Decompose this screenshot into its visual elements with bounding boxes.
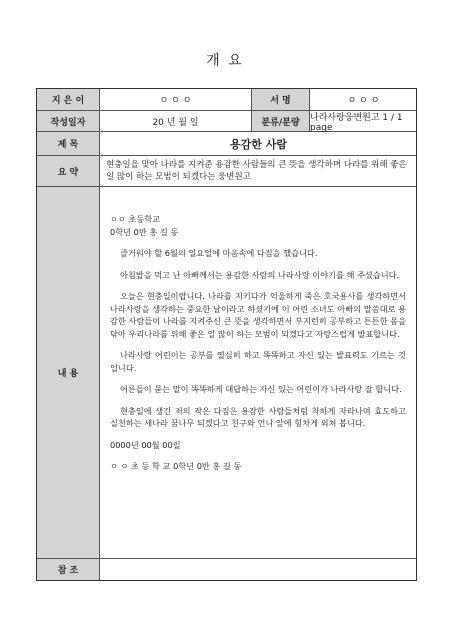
paragraph-3: 오늘은 현충일이랍니다. 나라를 지키다가 억울하게 죽은 호국용사를 생각하면서 나라사랑을 생각하는 중요한 날이라고 하셨기에 이 어린 소녀도 아빠의 말씀대로 용감한 사람들이 나라를 지켜주신 큰 뜻을 생각하면서 부지런히 공부하고 튼튼한 몸을 닦아 우리나라를 위해 좋은 일 많이 하는 모범이 되겠다고 자랑스럽게 발표합니다. <box>110 291 406 339</box>
content-row <box>37 187 416 559</box>
title-row <box>37 132 416 156</box>
date-line: 0000년 00월 00일 <box>110 439 181 450</box>
student-line: 0학년 0반 홍 길 동 <box>110 226 179 237</box>
school-line: ㅇㅇ 초등학교 <box>110 214 161 224</box>
category-value: 나라사랑웅변원고 1 / 1 page <box>309 111 417 131</box>
content-label: 내 용 <box>37 187 99 558</box>
author-value: ㅇ ㅇ ㅇ <box>99 89 251 110</box>
page-title: 개 요 <box>206 53 244 69</box>
reference-label: 참 조 <box>37 559 99 580</box>
category-label: 분류/분량 <box>251 111 309 131</box>
name-value: ㅇ ㅇ ㅇ <box>309 89 417 110</box>
summary-row <box>37 156 416 187</box>
paragraph-6: 현충일에 생긴 저의 작은 다짐은 용감한 사람들처럼 착하게 자라나며 효도하고 실천하는 새나라 꿈나무 되겠다고 친구와 언니 앞에 힘차게 외쳐 봅니다. <box>110 405 406 428</box>
document-title: 용감한 사람 <box>99 132 417 155</box>
date-label: 작성일자 <box>37 111 99 131</box>
reference-value <box>99 559 417 580</box>
paragraph-5: 어른들이 묻는 말이 똑똑하게 대답하는 자신 있는 어린이가 나라사랑 잘 합니다. <box>120 384 402 394</box>
document-form <box>36 88 417 581</box>
content-body <box>99 187 416 558</box>
paragraph-1: 즐거워야 할 6월의 일요일에 마음속에 다짐을 했습니다. <box>120 248 318 258</box>
date-row <box>37 111 416 132</box>
summary-label: 요 약 <box>37 156 99 186</box>
signature-line: ㅇ ㅇ 초 등 학 교 0학년 0반 홍 길 동 <box>110 461 242 471</box>
summary-text: 현충일을 맞아 나라를 지켜준 용감한 사람들의 큰 뜻을 생각하며 나라를 위해 좋은 일 많이 하는 모범이 되겠다는 웅변원고 <box>99 156 417 186</box>
reference-row <box>37 559 416 580</box>
author-row <box>37 89 416 111</box>
paragraph-2: 아침밥을 먹고 난 아빠께서는 용감한 사람의 나라사랑 이야기를 해 주셨습니다. <box>120 269 400 280</box>
name-label: 서 명 <box>251 89 309 110</box>
author-label: 지 은 이 <box>37 89 99 110</box>
paragraph-4: 나라사랑 어린이는 공부를 열심히 하고 똑똑하고 자신 있는 발표력도 기르는 것입니다. <box>110 350 406 373</box>
date-value: 20 년 월 일 <box>99 111 251 131</box>
title-label: 제 목 <box>37 132 99 155</box>
